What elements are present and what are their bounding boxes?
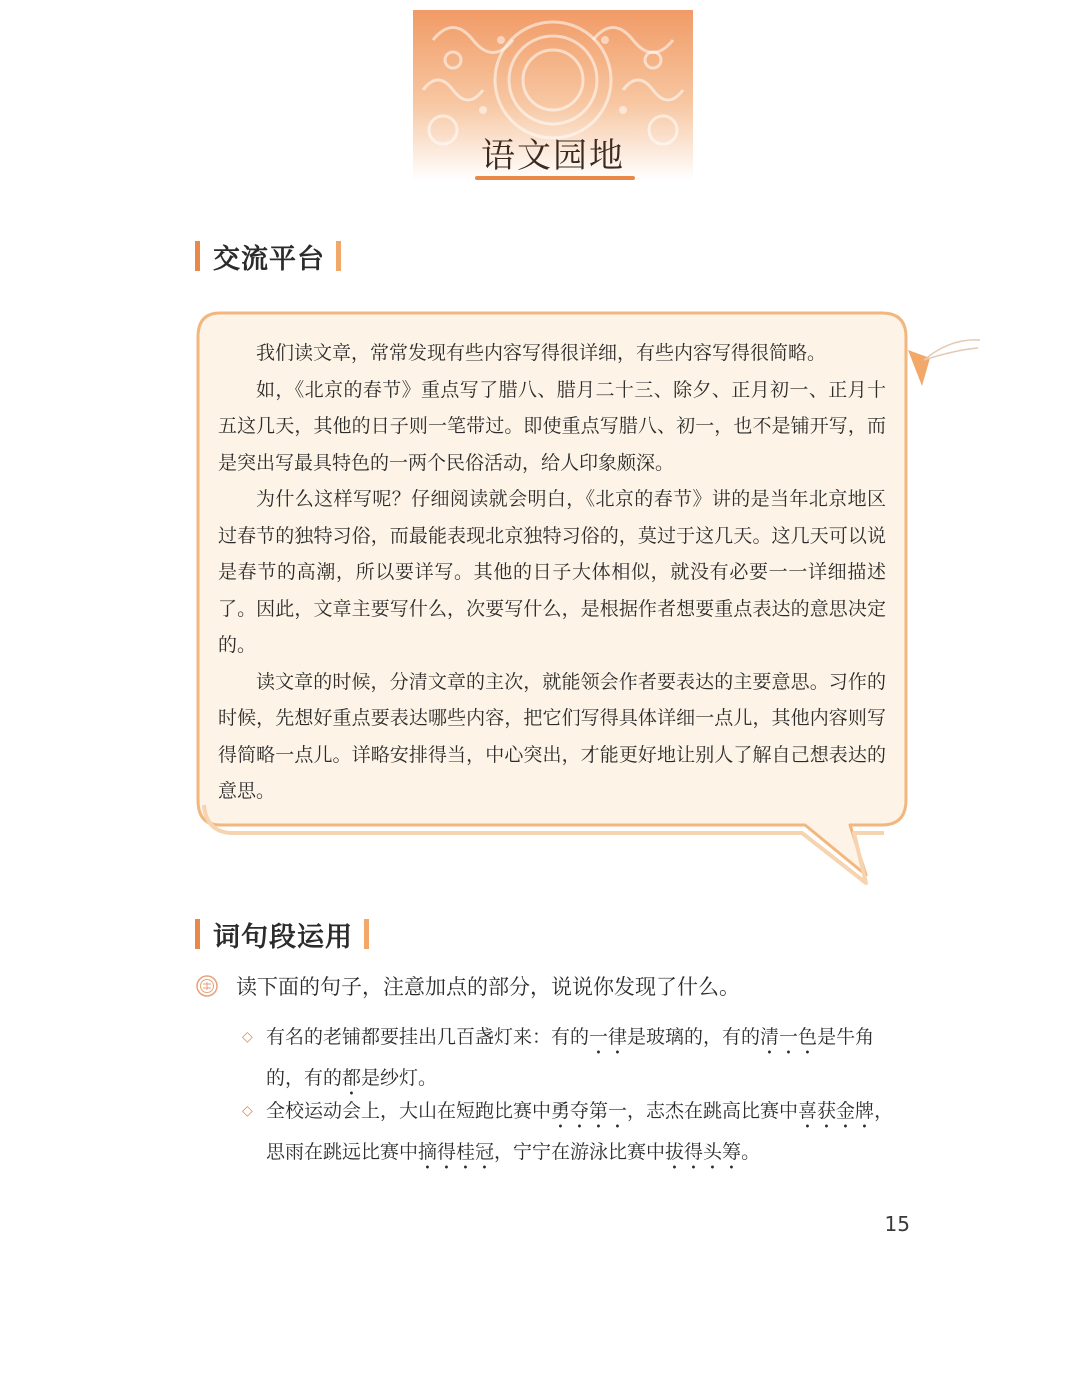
exercise-prompt: 读下面的句子，注意加点的部分，说说你发现了什么。: [236, 975, 740, 999]
sentence-text: 是牛角的，有的: [266, 1026, 875, 1089]
exchange-platform-text: [218, 335, 886, 810]
section-heading-label: 交流平台: [213, 243, 325, 275]
title-underline: [475, 176, 635, 180]
paragraph: 我们读文章，常常发现有些内容写得很详细，有些内容写得很简略。: [256, 342, 827, 364]
example-sentence: [242, 1018, 910, 1100]
sentence-text: ，思雨在跳远比赛中: [266, 1100, 894, 1163]
section-heading-word-usage: [195, 914, 369, 954]
paragraph: 读文章的时候，分清文章的主次，就能领会作者要表达的主要意思。习作的时候，先想好重点要表达哪些内容，把它们写得具体详细一点儿，其他内容则写得简略一点儿。详略安排得当，中心突出，才能更好地让别人了解自己想表达的意思。: [218, 670, 886, 802]
heading-bar-right: [336, 241, 341, 271]
sentence-text: 全校运动会上，大山在短跑比赛中: [266, 1100, 552, 1122]
bookmark-tag-icon: [900, 328, 985, 398]
sentence-body: [266, 1018, 910, 1100]
emphasized-phrase: 拔得头筹: [665, 1141, 742, 1163]
sentence-text: ，志杰在跳高比赛中: [627, 1100, 799, 1122]
section-heading-exchange-platform: [195, 236, 341, 276]
diamond-bullet-icon: ◇: [242, 1103, 253, 1119]
sentence-text: 是纱灯。: [361, 1067, 438, 1089]
section-heading-label: 词句段运用: [213, 921, 353, 953]
heading-bar-left: [195, 241, 200, 271]
exercise-seal-icon: [196, 975, 218, 997]
emphasized-phrase: 都: [342, 1067, 362, 1089]
emphasized-phrase: 清一色: [760, 1026, 818, 1048]
paragraph: 为什么这样写呢？仔细阅读就会明白，《北京的春节》讲的是当年北京地区过春节的独特习俗，而最能表现北京独特习俗的，莫过于这几天。这几天可以说是春节的高潮，所以要详写。其他的日子大体相似，就没有必要一一详细描述了。因此，文章主要写什么，次要写什么，是根据作者想要重点表达的意思决定的。: [218, 488, 886, 656]
emphasized-phrase: 勇夺第一: [551, 1100, 628, 1122]
sentence-body: [266, 1092, 910, 1174]
sentence-text: 是玻璃的，有的: [627, 1026, 761, 1048]
example-sentence: [242, 1092, 910, 1174]
page-title: 语文园地: [481, 136, 625, 176]
page-number: 15: [884, 1212, 910, 1236]
emphasized-phrase: 摘得桂冠: [418, 1141, 495, 1163]
heading-bar-left: [195, 919, 200, 949]
header-banner: [413, 10, 693, 180]
diamond-bullet-icon: ◇: [242, 1029, 253, 1045]
emphasized-phrase: 喜获金牌: [798, 1100, 875, 1122]
sentence-text: 有名的老铺都要挂出几百盏灯来：有的: [266, 1026, 590, 1048]
sentence-text: 。: [741, 1141, 761, 1163]
heading-bar-right: [364, 919, 369, 949]
sentence-text: ，宁宁在游泳比赛中: [494, 1141, 666, 1163]
emphasized-phrase: 一律: [589, 1026, 628, 1048]
paragraph: 如，《北京的春节》重点写了腊八、腊月二十三、除夕、正月初一、正月十五这几天，其他的日子则一笔带过。即使重点写腊八、初一，也不是铺开写，而是突出写最具特色的一两个民俗活动，给人印象颇深。: [218, 378, 886, 474]
